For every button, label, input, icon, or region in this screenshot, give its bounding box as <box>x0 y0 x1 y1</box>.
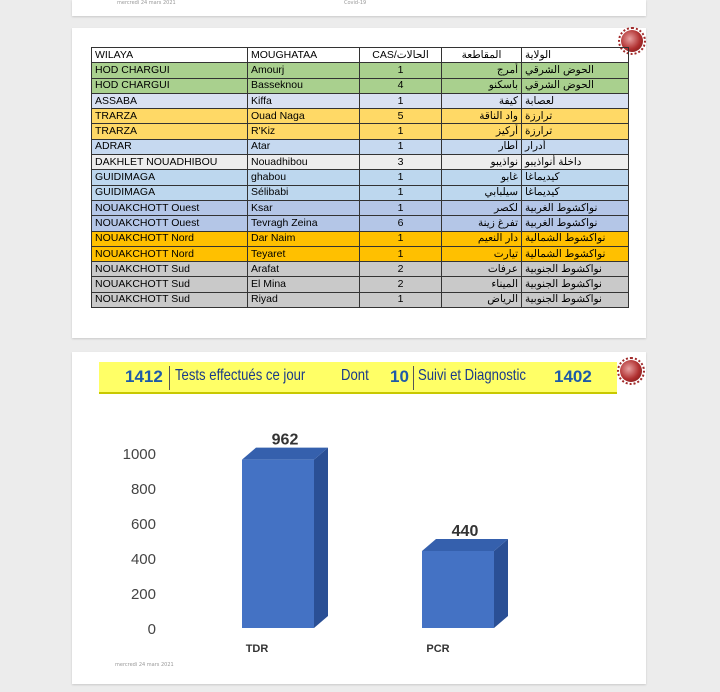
cell-moughataa-ar: سيلبابي <box>442 185 522 200</box>
table-row <box>92 262 629 277</box>
cell-wilaya-ar: نواكشوط الجنوبية <box>522 277 629 292</box>
cell-moughataa: Amourj <box>248 63 360 78</box>
cell-moughataa: Ksar <box>248 200 360 215</box>
bar-side <box>314 448 328 628</box>
cell-cases: 4 <box>360 78 442 93</box>
cell-moughataa-ar: أمرج <box>442 63 522 78</box>
y-tick-label: 800 <box>130 481 156 498</box>
cell-moughataa-ar: الرياض <box>442 292 522 307</box>
header-wilaya: WILAYA <box>92 48 248 63</box>
table-row <box>92 155 629 170</box>
cell-cases: 2 <box>360 277 442 292</box>
table-row <box>92 78 629 93</box>
cell-wilaya-ar: الحوض الشرقي <box>522 63 629 78</box>
table-header-row <box>92 48 629 63</box>
table-row <box>92 200 629 215</box>
cell-wilaya-ar: نواكشوط الشمالية <box>522 246 629 261</box>
slide-footer-date: mercredi 24 mars 2021 <box>117 0 176 6</box>
cell-wilaya: NOUAKCHOTT Ouest <box>92 216 248 231</box>
table-row <box>92 292 629 307</box>
banner-divider <box>169 366 170 390</box>
cell-wilaya-ar: ترارزة <box>522 109 629 124</box>
cell-moughataa: Nouadhibou <box>248 155 360 170</box>
cell-wilaya-ar: نواكشوط الشمالية <box>522 231 629 246</box>
cell-moughataa: Dar Naim <box>248 231 360 246</box>
cell-moughataa-ar: باسكنو <box>442 78 522 93</box>
cell-moughataa: Tevragh Zeina <box>248 216 360 231</box>
cell-moughataa: Teyaret <box>248 246 360 261</box>
cell-wilaya: GUIDIMAGA <box>92 185 248 200</box>
cell-cases: 1 <box>360 185 442 200</box>
cell-wilaya: ASSABA <box>92 93 248 108</box>
cell-cases: 6 <box>360 216 442 231</box>
y-tick-label: 200 <box>130 586 156 603</box>
y-tick-label: 400 <box>130 551 156 568</box>
bar-tdr <box>242 460 314 628</box>
cell-wilaya-ar: الحوض الشرقي <box>522 78 629 93</box>
cell-moughataa: Atar <box>248 139 360 154</box>
table-row <box>92 246 629 261</box>
cell-wilaya-ar: ترارزة <box>522 124 629 139</box>
cell-moughataa: Ouad Naga <box>248 109 360 124</box>
header-cases: CAS/الحالات <box>360 48 442 63</box>
cases-by-region-table <box>91 47 629 308</box>
cell-moughataa-ar: أركيز <box>442 124 522 139</box>
cell-wilaya: HOD CHARGUI <box>92 78 248 93</box>
cell-cases: 5 <box>360 109 442 124</box>
cell-moughataa-ar: تفرغ زينة <box>442 216 522 231</box>
cell-moughataa-ar: نواذيبو <box>442 155 522 170</box>
cell-moughataa: Riyad <box>248 292 360 307</box>
cell-wilaya: NOUAKCHOTT Nord <box>92 246 248 261</box>
cell-moughataa: Sélibabi <box>248 185 360 200</box>
table-row <box>92 109 629 124</box>
cell-cases: 1 <box>360 63 442 78</box>
cell-moughataa-ar: غابو <box>442 170 522 185</box>
cell-moughataa-ar: أطار <box>442 139 522 154</box>
cell-moughataa: Kiffa <box>248 93 360 108</box>
cell-moughataa-ar: الميناء <box>442 277 522 292</box>
cell-wilaya-ar: نواكشوط الغربية <box>522 216 629 231</box>
slide-footer-date: mercredi 24 mars 2021 <box>115 662 174 668</box>
cell-cases: 1 <box>360 139 442 154</box>
cell-wilaya: TRARZA <box>92 124 248 139</box>
cell-wilaya: NOUAKCHOTT Sud <box>92 262 248 277</box>
suivi-label: Suivi et Diagnostic <box>418 367 526 384</box>
cell-wilaya: HOD CHARGUI <box>92 63 248 78</box>
total-tests-count: 1412 <box>125 367 163 386</box>
cell-wilaya-ar: كيديماغا <box>522 185 629 200</box>
cases-table-slide <box>72 28 646 338</box>
cell-wilaya-ar: داخلة أنواذيبو <box>522 155 629 170</box>
header-moughataa: MOUGHATAA <box>248 48 360 63</box>
table-row <box>92 170 629 185</box>
tests-chart-slide <box>72 352 646 684</box>
data-label: 962 <box>271 431 299 449</box>
banner-divider <box>413 366 414 390</box>
table-row <box>92 63 629 78</box>
cell-moughataa-ar: عرفات <box>442 262 522 277</box>
cell-wilaya-ar: لعصابة <box>522 93 629 108</box>
table-row <box>92 216 629 231</box>
cell-wilaya-ar: نواكشوط الجنوبية <box>522 292 629 307</box>
bar-top <box>242 448 328 460</box>
cell-wilaya-ar: نواكشوط الغربية <box>522 200 629 215</box>
tests-label: Tests effectués ce jour <box>175 367 306 384</box>
cell-cases: 1 <box>360 93 442 108</box>
cell-wilaya: DAKHLET NOUADHIBOU <box>92 155 248 170</box>
total-cumul-count: 1402 <box>554 367 592 386</box>
cell-wilaya: TRARZA <box>92 109 248 124</box>
y-tick-label: 600 <box>130 516 156 533</box>
previous-slide <box>72 0 646 16</box>
x-tick-label: PCR <box>426 643 450 655</box>
cell-moughataa: R'Kiz <box>248 124 360 139</box>
cell-moughataa: Basseknou <box>248 78 360 93</box>
tests-summary-banner <box>99 362 617 394</box>
cell-cases: 1 <box>360 246 442 261</box>
cell-cases: 1 <box>360 124 442 139</box>
cell-cases: 1 <box>360 231 442 246</box>
cell-wilaya: ADRAR <box>92 139 248 154</box>
dont-label: Dont <box>341 367 369 384</box>
cell-cases: 1 <box>360 170 442 185</box>
table-row <box>92 139 629 154</box>
cell-cases: 1 <box>360 292 442 307</box>
y-tick-label: 0 <box>147 621 156 638</box>
cell-moughataa-ar: واد الناقة <box>442 109 522 124</box>
cell-moughataa-ar: دار النعيم <box>442 231 522 246</box>
cell-wilaya-ar: نواكشوط الجنوبية <box>522 262 629 277</box>
data-label: 440 <box>451 523 479 540</box>
cell-cases: 1 <box>360 200 442 215</box>
cell-wilaya-ar: أدرار <box>522 139 629 154</box>
table-row <box>92 124 629 139</box>
bar-top <box>422 539 508 551</box>
x-tick-label: TDR <box>245 643 269 655</box>
cell-wilaya: NOUAKCHOTT Sud <box>92 277 248 292</box>
y-tick-label: 1000 <box>122 446 156 463</box>
cell-cases: 3 <box>360 155 442 170</box>
table-row <box>92 277 629 292</box>
cell-wilaya: NOUAKCHOTT Nord <box>92 231 248 246</box>
cell-moughataa-ar: كيفة <box>442 93 522 108</box>
cell-wilaya: GUIDIMAGA <box>92 170 248 185</box>
cell-wilaya-ar: كيديماغا <box>522 170 629 185</box>
coronavirus-icon <box>620 360 642 382</box>
slide-footer-topic: Covid-19 <box>344 0 367 6</box>
suivi-count: 10 <box>390 367 409 386</box>
table-row <box>92 93 629 108</box>
cell-wilaya: NOUAKCHOTT Ouest <box>92 200 248 215</box>
cell-moughataa-ar: تيارت <box>442 246 522 261</box>
tests-bar-chart <box>72 392 646 692</box>
cell-moughataa: ghabou <box>248 170 360 185</box>
bar-pcr <box>422 551 494 628</box>
cell-cases: 2 <box>360 262 442 277</box>
header-moughataa-ar: المقاطعة <box>442 48 522 63</box>
cell-moughataa: Arafat <box>248 262 360 277</box>
cell-moughataa-ar: لكصر <box>442 200 522 215</box>
table-row <box>92 185 629 200</box>
cell-moughataa: El Mina <box>248 277 360 292</box>
cell-wilaya: NOUAKCHOTT Sud <box>92 292 248 307</box>
table-row <box>92 231 629 246</box>
bar-side <box>494 539 508 628</box>
header-wilaya-ar: الولاية <box>522 48 629 63</box>
